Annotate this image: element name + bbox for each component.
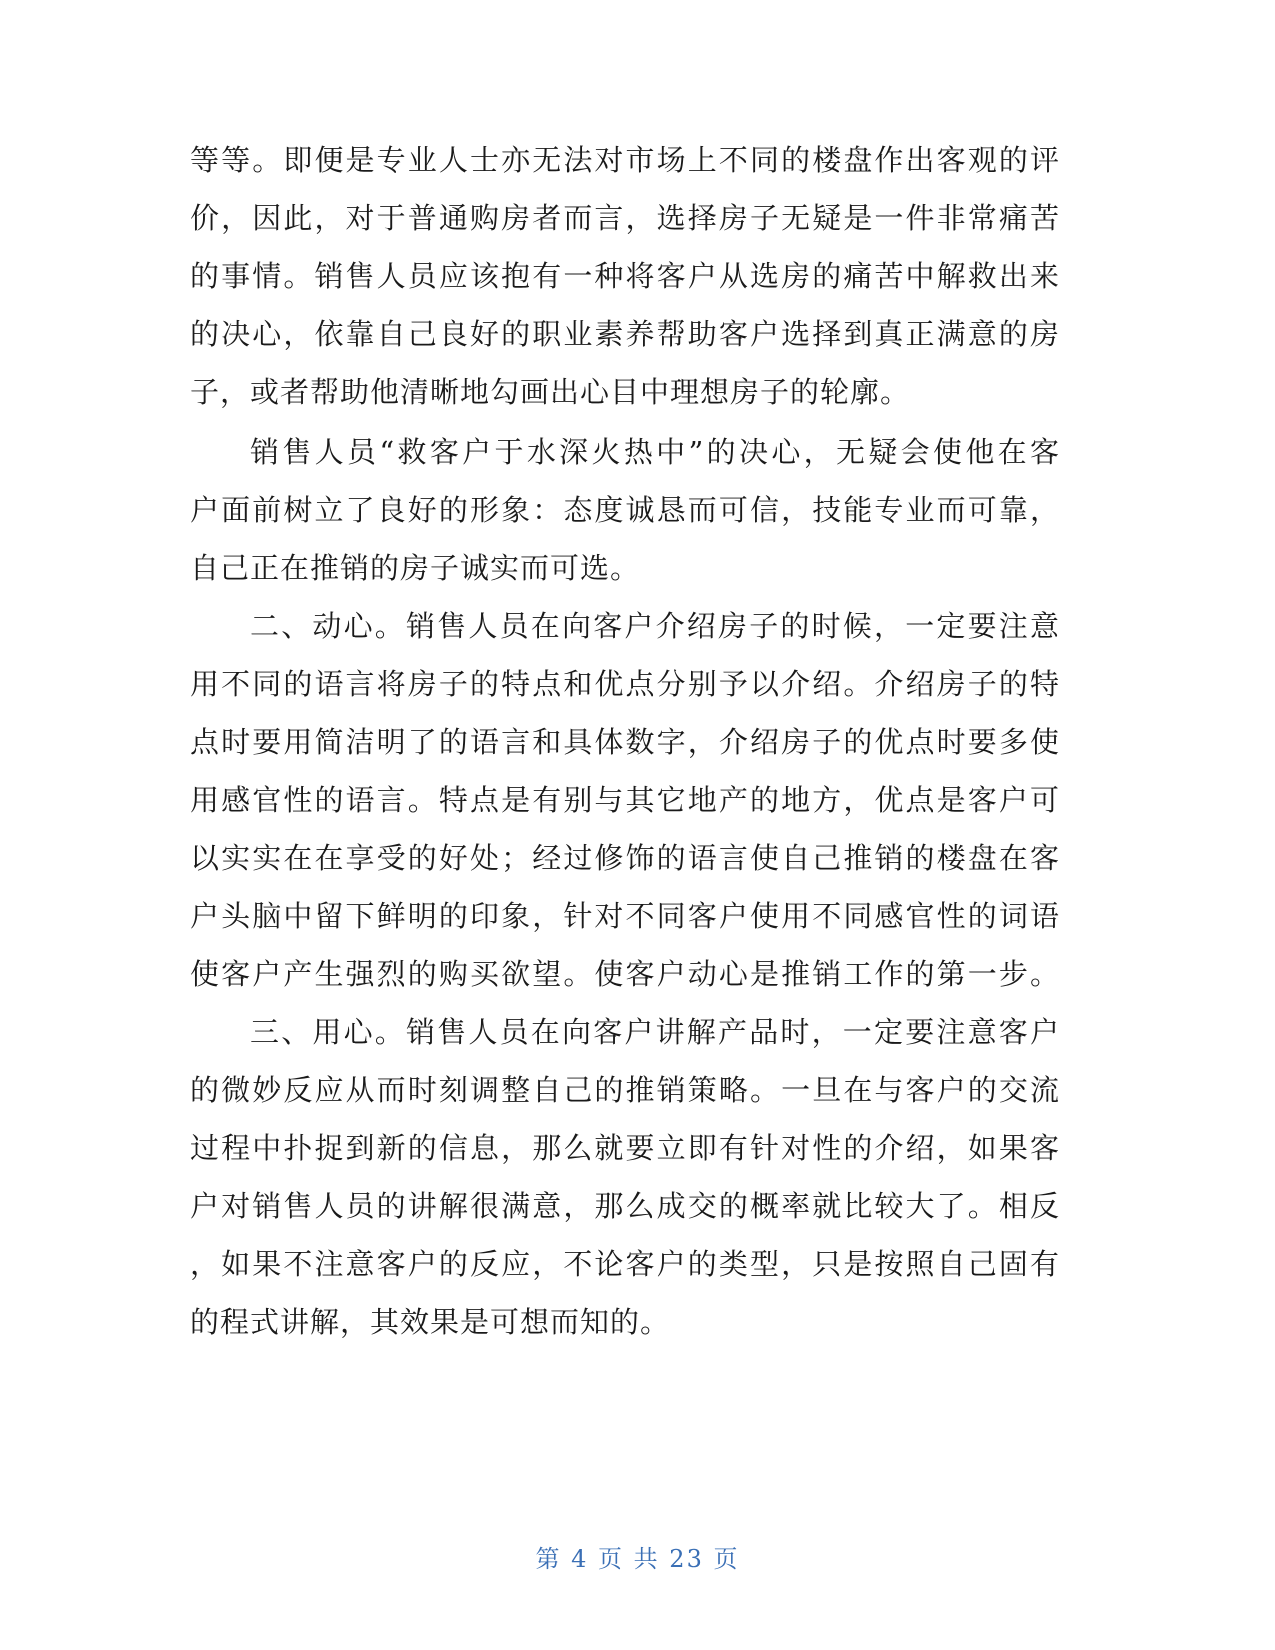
paragraph-3-line-3: 点时要用简洁明了的语言和具体数字，介绍房子的优点时要多使 — [190, 725, 1060, 759]
paragraph-3-line-1: 二、动心。销售人员在向客户介绍房子的时候，一定要注意 — [250, 609, 1060, 643]
paragraph-4-line-4: 户对销售人员的讲解很满意，那么成交的概率就比较大了。相反 — [190, 1189, 1060, 1223]
paragraph-1-line-3: 的事情。销售人员应该抱有一种将客户从选房的痛苦中解救出来 — [190, 259, 1060, 293]
paragraph-1-line-5: 子，或者帮助他清晰地勾画出心目中理想房子的轮廓。 — [190, 375, 911, 409]
paragraph-4-line-2: 的微妙反应从而时刻调整自己的推销策略。一旦在与客户的交流 — [190, 1073, 1060, 1107]
paragraph-1-line-4: 的决心，依靠自己良好的职业素养帮助客户选择到真正满意的房 — [190, 317, 1060, 351]
paragraph-4-line-5: ，如果不注意客户的反应，不论客户的类型，只是按照自己固有 — [190, 1247, 1060, 1281]
paragraph-1-line-2: 价，因此，对于普通购房者而言，选择房子无疑是一件非常痛苦 — [190, 201, 1060, 235]
paragraph-2-line-1: 销售人员“救客户于水深火热中”的决心，无疑会使他在客 — [250, 435, 1060, 469]
paragraph-3-line-7: 使客户产生强烈的购买欲望。使客户动心是推销工作的第一步。 — [190, 957, 1060, 991]
paragraph-4-line-3: 过程中扑捉到新的信息，那么就要立即有针对性的介绍，如果客 — [190, 1131, 1060, 1165]
paragraph-1-line-1: 等等。即便是专业人士亦无法对市场上不同的楼盘作出客观的评 — [190, 143, 1060, 177]
paragraph-4-line-6: 的程式讲解，其效果是可想而知的。 — [190, 1305, 671, 1339]
page-number-footer: 第 4 页 共 23 页 — [535, 1545, 740, 1573]
paragraph-3-line-5: 以实实在在享受的好处；经过修饰的语言使自己推销的楼盘在客 — [190, 841, 1060, 875]
paragraph-3-line-6: 户头脑中留下鲜明的印象，针对不同客户使用不同感官性的词语 — [190, 899, 1060, 933]
paragraph-4-line-1: 三、用心。销售人员在向客户讲解产品时，一定要注意客户 — [250, 1015, 1060, 1049]
paragraph-3-line-2: 用不同的语言将房子的特点和优点分别予以介绍。介绍房子的特 — [190, 667, 1060, 701]
paragraph-2-line-3: 自己正在推销的房子诚实而可选。 — [190, 551, 641, 585]
paragraph-3-line-4: 用感官性的语言。特点是有别与其它地产的地方，优点是客户可 — [190, 783, 1060, 817]
paragraph-2-line-2: 户面前树立了良好的形象：态度诚恳而可信，技能专业而可靠， — [190, 493, 1060, 527]
